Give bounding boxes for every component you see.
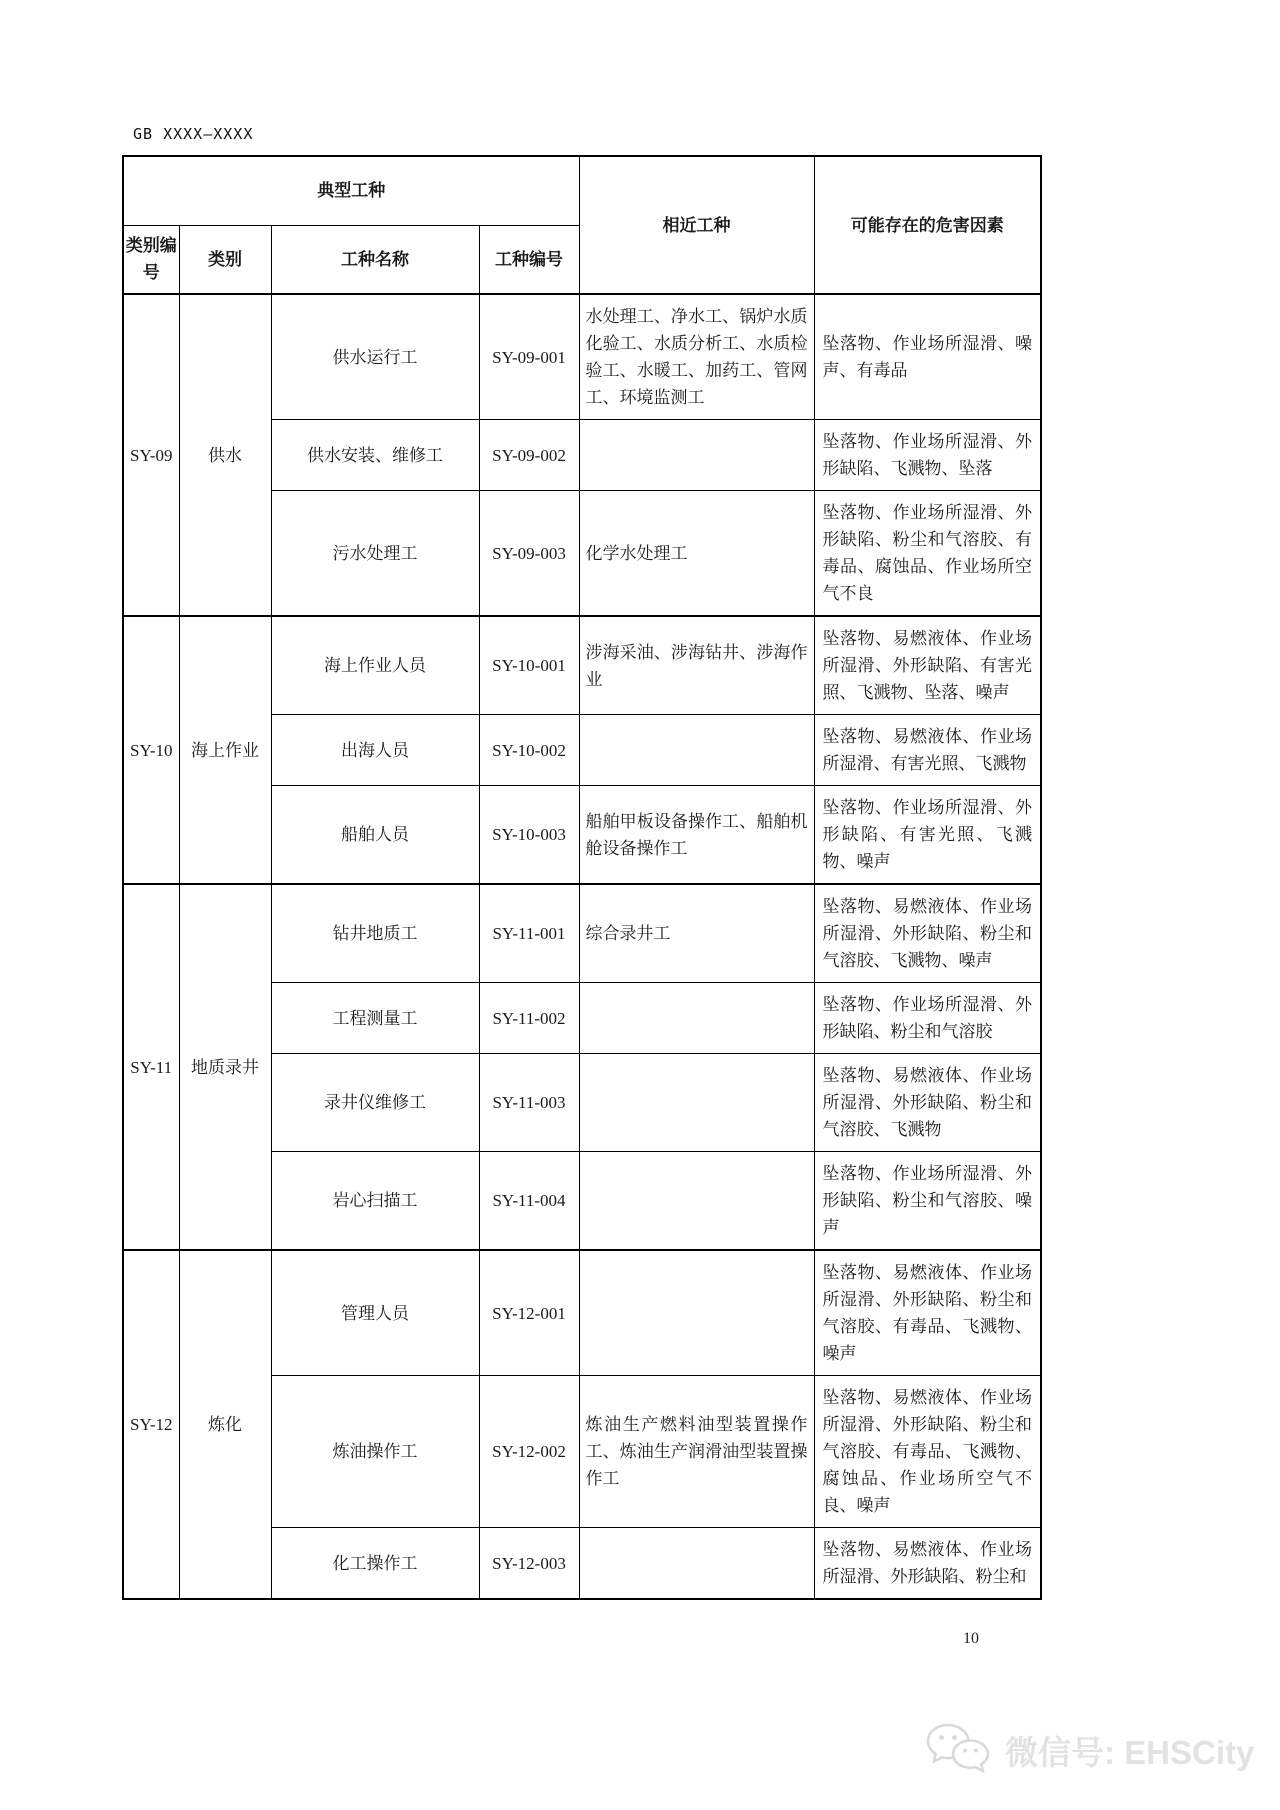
table-row xyxy=(123,616,1041,715)
job-code-cell: SY-09-002 xyxy=(479,420,579,491)
similar-jobs-cell xyxy=(579,1152,814,1251)
job-code-cell: SY-11-002 xyxy=(479,983,579,1054)
job-name-cell: 化工操作工 xyxy=(271,1528,479,1600)
similar-jobs-cell: 综合录井工 xyxy=(579,884,814,983)
job-name-cell: 工程测量工 xyxy=(271,983,479,1054)
header-category: 类别 xyxy=(179,225,271,294)
job-code-cell: SY-11-001 xyxy=(479,884,579,983)
hazards-cell: 坠落物、作业场所湿滑、噪声、有毒品 xyxy=(814,294,1041,420)
job-code-cell: SY-10-003 xyxy=(479,786,579,885)
category-cell: 炼化 xyxy=(179,1250,271,1599)
job-name-cell: 钻井地质工 xyxy=(271,884,479,983)
table-row xyxy=(123,884,1041,983)
similar-jobs-cell: 水处理工、净水工、锅炉水质化验工、水质分析工、水质检验工、水暖工、加药工、管网工、环境监测工 xyxy=(579,294,814,420)
job-code-cell: SY-11-003 xyxy=(479,1054,579,1152)
job-code-cell: SY-10-001 xyxy=(479,616,579,715)
job-code-cell: SY-09-003 xyxy=(479,491,579,617)
similar-jobs-cell: 炼油生产燃料油型装置操作工、炼油生产润滑油型装置操作工 xyxy=(579,1376,814,1528)
table-row xyxy=(123,1250,1041,1376)
similar-jobs-cell: 化学水处理工 xyxy=(579,491,814,617)
table-row xyxy=(123,294,1041,420)
category-cell: 海上作业 xyxy=(179,616,271,884)
job-name-cell: 污水处理工 xyxy=(271,491,479,617)
job-code-cell: SY-12-001 xyxy=(479,1250,579,1376)
hazards-cell: 坠落物、易燃液体、作业场所湿滑、外形缺陷、粉尘和气溶胶、飞溅物、噪声 xyxy=(814,884,1041,983)
category-no-cell: SY-11 xyxy=(123,884,179,1250)
hazards-cell: 坠落物、易燃液体、作业场所湿滑、有害光照、飞溅物 xyxy=(814,715,1041,786)
similar-jobs-cell xyxy=(579,983,814,1054)
job-code-cell: SY-12-003 xyxy=(479,1528,579,1600)
header-similar-jobs: 相近工种 xyxy=(579,156,814,294)
header-typical-jobs: 典型工种 xyxy=(123,156,579,225)
hazards-cell: 坠落物、作业场所湿滑、外形缺陷、有害光照、飞溅物、噪声 xyxy=(814,786,1041,885)
job-code-cell: SY-12-002 xyxy=(479,1376,579,1528)
job-code-cell: SY-10-002 xyxy=(479,715,579,786)
header-job-name: 工种名称 xyxy=(271,225,479,294)
header-category-no: 类别编号 xyxy=(123,225,179,294)
similar-jobs-cell: 涉海采油、涉海钻井、涉海作业 xyxy=(579,616,814,715)
job-code-cell: SY-09-001 xyxy=(479,294,579,420)
category-no-cell: SY-09 xyxy=(123,294,179,616)
similar-jobs-cell xyxy=(579,715,814,786)
doc-code: GB XXXX—XXXX xyxy=(133,125,254,143)
similar-jobs-cell xyxy=(579,1054,814,1152)
hazards-cell: 坠落物、易燃液体、作业场所湿滑、外形缺陷、粉尘和气溶胶、飞溅物 xyxy=(814,1054,1041,1152)
hazards-cell: 坠落物、作业场所湿滑、外形缺陷、粉尘和气溶胶 xyxy=(814,983,1041,1054)
similar-jobs-cell xyxy=(579,420,814,491)
category-cell: 供水 xyxy=(179,294,271,616)
similar-jobs-cell xyxy=(579,1528,814,1600)
job-name-cell: 船舶人员 xyxy=(271,786,479,885)
category-no-cell: SY-10 xyxy=(123,616,179,884)
similar-jobs-cell xyxy=(579,1250,814,1376)
watermark-text: 微信号: EHSCity xyxy=(1005,1733,1255,1771)
page-number: 10 xyxy=(963,1630,979,1647)
job-name-cell: 出海人员 xyxy=(271,715,479,786)
job-name-cell: 炼油操作工 xyxy=(271,1376,479,1528)
job-name-cell: 供水运行工 xyxy=(271,294,479,420)
job-hazard-table xyxy=(122,155,1042,1600)
job-code-cell: SY-11-004 xyxy=(479,1152,579,1251)
job-name-cell: 管理人员 xyxy=(271,1250,479,1376)
hazards-cell: 坠落物、易燃液体、作业场所湿滑、外形缺陷、粉尘和 xyxy=(814,1528,1041,1600)
hazards-cell: 坠落物、易燃液体、作业场所湿滑、外形缺陷、粉尘和气溶胶、有毒品、飞溅物、腐蚀品、作业场所空气不良、噪声 xyxy=(814,1376,1041,1528)
job-name-cell: 供水安装、维修工 xyxy=(271,420,479,491)
job-name-cell: 岩心扫描工 xyxy=(271,1152,479,1251)
hazards-cell: 坠落物、作业场所湿滑、外形缺陷、粉尘和气溶胶、噪声 xyxy=(814,1152,1041,1251)
hazards-cell: 坠落物、易燃液体、作业场所湿滑、外形缺陷、有害光照、飞溅物、坠落、噪声 xyxy=(814,616,1041,715)
header-hazards: 可能存在的危害因素 xyxy=(814,156,1041,294)
header-job-code: 工种编号 xyxy=(479,225,579,294)
job-name-cell: 录井仪维修工 xyxy=(271,1054,479,1152)
hazards-cell: 坠落物、作业场所湿滑、外形缺陷、飞溅物、坠落 xyxy=(814,420,1041,491)
hazards-cell: 坠落物、易燃液体、作业场所湿滑、外形缺陷、粉尘和气溶胶、有毒品、飞溅物、噪声 xyxy=(814,1250,1041,1376)
hazards-cell: 坠落物、作业场所湿滑、外形缺陷、粉尘和气溶胶、有毒品、腐蚀品、作业场所空气不良 xyxy=(814,491,1041,617)
wechat-icon xyxy=(925,1722,991,1778)
watermark xyxy=(925,1722,1254,1778)
job-name-cell: 海上作业人员 xyxy=(271,616,479,715)
similar-jobs-cell: 船舶甲板设备操作工、船舶机舱设备操作工 xyxy=(579,786,814,885)
category-cell: 地质录井 xyxy=(179,884,271,1250)
category-no-cell: SY-12 xyxy=(123,1250,179,1599)
